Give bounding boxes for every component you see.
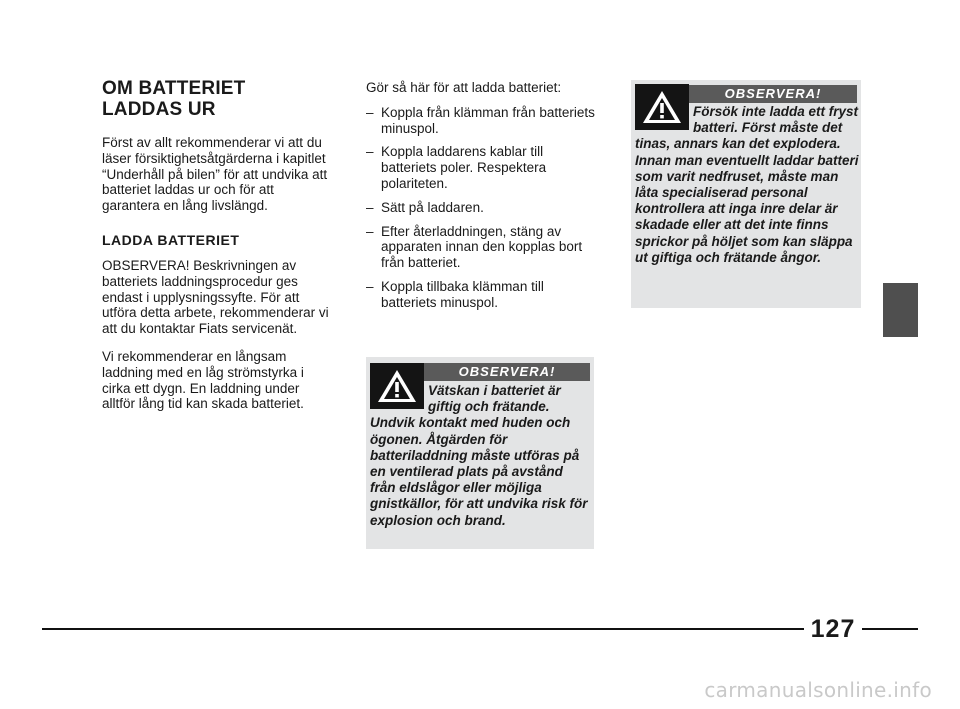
procedure-step-text: Koppla tillbaka klämman till batteriets minuspol.	[381, 278, 544, 310]
charge-recommendation-paragraph: Vi rekommenderar en långsam laddning med en låg strömstyrka i cirka ett dygn. En laddning under alltför lång tid kan skada batteriet.	[102, 348, 304, 412]
procedure-step-text: Koppla laddarens kablar till batteriets poler. Respektera polariteten.	[381, 144, 547, 191]
charge-note-paragraph: OBSERVERA! Beskrivningen av batteriets laddningsprocedur ges endast i upplysningssyfte. För att utföra detta arbete, rekommenderar vi att du kontaktar Fiats servicenät.	[102, 257, 329, 337]
section-title-line2: LADDAS UR	[102, 99, 216, 120]
middle-column	[366, 80, 596, 319]
procedure-step	[366, 224, 596, 271]
warning-text-container	[635, 104, 859, 266]
warning-text-container	[370, 383, 592, 529]
chapter-tab-marker	[883, 283, 918, 337]
warning-box-frozen	[631, 80, 861, 308]
warning-box-acid	[366, 357, 594, 549]
page-number: 127	[810, 615, 856, 643]
procedure-step-text: Koppla från klämman från batteriets minuspol.	[381, 104, 595, 136]
dash-marker: –	[366, 223, 374, 239]
procedure-step	[366, 279, 596, 311]
dash-marker: –	[366, 278, 374, 294]
dash-marker: –	[366, 144, 374, 160]
footer-rule-right	[862, 628, 918, 630]
warning-text: Vätskan i batteriet är giftig och frätande. Undvik kontakt med huden och ögonen. Åtgärden för batteriladdning måste utföras på en ventilerad plats på avstånd från eldslågor eller möjliga gnistkällor, för att undvika risk för explosion och brand.	[370, 383, 588, 528]
charge-heading: LADDA BATTERIET	[102, 231, 240, 248]
intro-paragraph: Först av allt rekommenderar vi att du läser försiktighetsåtgärderna i kapitlet “Underhåll på bilen” för att undvika att batteriet laddas ur och för att garantera en lång livslängd.	[102, 135, 328, 214]
observera-badge: OBSERVERA!	[424, 363, 590, 381]
procedure-step	[366, 200, 596, 216]
footer-rule-left	[42, 628, 804, 630]
procedure-step	[366, 144, 596, 191]
dash-marker: –	[366, 104, 374, 120]
observera-badge: OBSERVERA!	[689, 85, 857, 103]
section-title-line1: OM BATTERIET	[102, 78, 246, 99]
dash-marker: –	[366, 199, 374, 215]
section-title	[102, 78, 330, 120]
procedure-intro: Gör så här för att ladda batteriet:	[366, 80, 562, 95]
procedure-step-text: Sätt på laddaren.	[381, 199, 484, 215]
procedure-step	[366, 105, 596, 137]
left-column	[102, 78, 330, 424]
procedure-steps	[366, 105, 596, 311]
procedure-step-text: Efter återladdningen, stäng av apparaten innan den kopplas bort från batteriet.	[381, 223, 583, 271]
warning-text: Försök inte ladda ett fryst batteri. Först måste det tinas, annars kan det explodera. Innan man eventuellt laddar batteri som varit nedfruset, måste man låta specialiserad personal kontrollera att inga inre delar är skadade eller att det inte finns sprickor på höljet som kan släppa ut giftiga och frätande ångor.	[635, 104, 859, 265]
watermark: carmanualsonline.info	[704, 678, 932, 702]
